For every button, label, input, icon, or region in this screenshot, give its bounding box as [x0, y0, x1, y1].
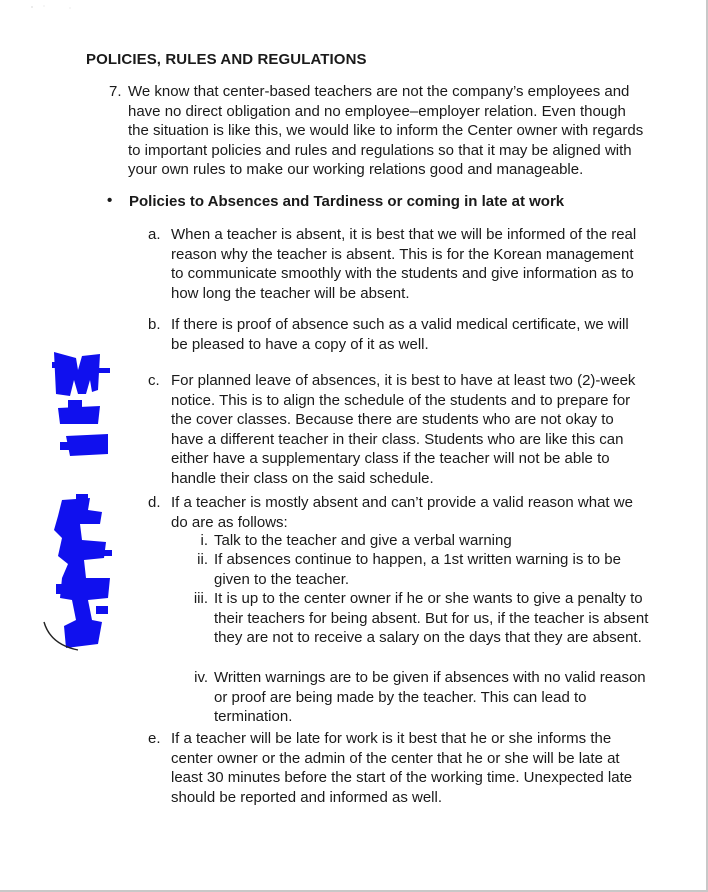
- roman-text: If absences continue to happen, a 1st written warning is to be given to the teacher.: [214, 551, 621, 588]
- roman-label: ii.: [197, 551, 208, 568]
- roman-label: iii.: [193, 590, 208, 607]
- roman-label: iv.: [194, 669, 208, 686]
- redaction-mark-lower: [36, 494, 126, 662]
- list-item-label: d.: [148, 494, 161, 511]
- item-text: We know that center-based teachers are not the company’s employees and have no direct obligation and no employee–employer relation. Even though the situation is like this, we would like to inform the Center owner with regards to important policies and rules and regulations so that it may be aligned with your own rules to make our working relations good and manageable.: [128, 83, 644, 179]
- roman-text: Talk to the teacher and give a verbal warning: [214, 532, 512, 549]
- list-item-text: For planned leave of absences, it is best to have at least two (2)-week notice. This is to align the schedule of the students and to prepare for the cover classes. Because there are students who are not okay to have a different teacher in their class. Students who are like this can either have a supplementary class if the teacher will not be able to handle their class on the said schedule.: [171, 372, 636, 487]
- list-item-text: If a teacher will be late for work is it best that he or she informs the center owner or the admin of the center that he or she will be late at least 30 minutes before the start of the working time. Unexpected late should be reported and informed as well.: [171, 730, 633, 806]
- list-item-label: c.: [148, 372, 160, 389]
- bullet-icon: •: [107, 192, 113, 209]
- bullet-section-title: [107, 192, 667, 212]
- section-title-text: Policies to Absences and Tardiness or coming in late at work: [129, 193, 565, 210]
- scan-specks: [30, 4, 90, 10]
- list-item-c: [148, 371, 644, 489]
- roman-text: It is up to the center owner if he or she wants to give a penalty to their teachers for being absent. But for us, if the teacher is absent they are not to receive a salary on the days that they are absent.: [214, 590, 649, 647]
- roman-item-i: [200, 531, 654, 551]
- list-item-label: a.: [148, 226, 161, 243]
- list-item-label: b.: [148, 316, 161, 333]
- roman-item-iv: [194, 668, 654, 727]
- list-item-e: [148, 729, 644, 807]
- list-item-a: [148, 225, 644, 303]
- item-number: 7.: [109, 83, 122, 100]
- list-item-text: When a teacher is absent, it is best that we will be informed of the real reason why the teacher is absent. This is for the Korean management to communicate smoothly with the students and give information as to how long the teacher will be absent.: [171, 226, 637, 302]
- list-item-b: [148, 315, 644, 354]
- roman-label: i.: [200, 532, 208, 549]
- list-item-text: If a teacher is mostly absent and can’t provide a valid reason what we do are as follows:: [171, 494, 633, 531]
- numbered-item-7: [109, 82, 649, 180]
- list-item-d: [148, 493, 644, 532]
- redaction-mark-upper: [48, 350, 118, 460]
- roman-text: Written warnings are to be given if absences with no valid reason or proof are being made by the teacher. This can lead to termination.: [214, 669, 646, 726]
- list-item-label: e.: [148, 730, 161, 747]
- roman-item-ii: [197, 550, 654, 589]
- list-item-text: If there is proof of absence such as a valid medical certificate, we will be pleased to have a copy of it as well.: [171, 316, 629, 353]
- page-heading: POLICIES, RULES AND REGULATIONS: [86, 51, 367, 68]
- roman-item-iii: [193, 589, 654, 648]
